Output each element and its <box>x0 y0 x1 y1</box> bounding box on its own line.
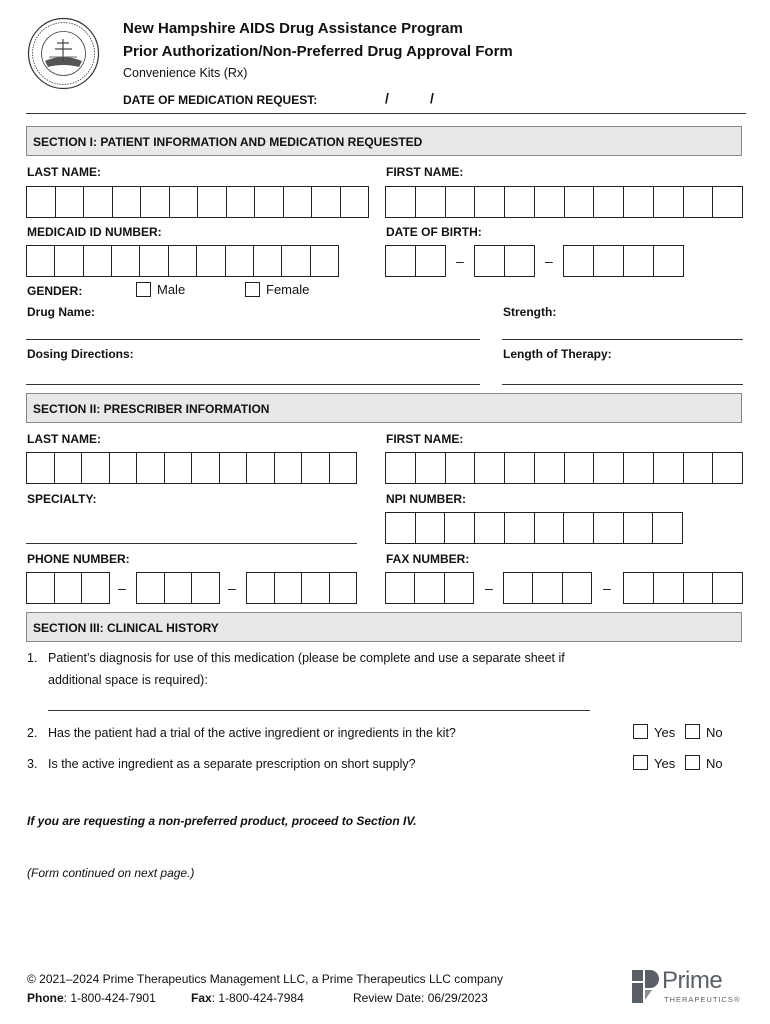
section-2-heading: SECTION II: PRESCRIBER INFORMATION <box>26 393 742 423</box>
prime-logo-sub-text: THERAPEUTICS <box>664 995 734 1004</box>
npi-boxes[interactable] <box>385 512 683 544</box>
question-2-text: Has the patient had a trial of the active ingredient or ingredients in the kit? <box>48 726 456 740</box>
dob-separator: – <box>545 253 553 269</box>
review-date: Review Date: 06/29/2023 <box>353 991 488 1005</box>
prime-logo-sub <box>664 995 740 1004</box>
non-preferred-note: If you are requesting a non-preferred product, proceed to Section IV. <box>27 814 417 828</box>
dosing-directions-line[interactable] <box>26 384 480 385</box>
date-request-label: DATE OF MEDICATION REQUEST: <box>123 93 318 107</box>
phone-area-code-boxes[interactable] <box>26 572 110 604</box>
drug-name-line[interactable] <box>26 339 480 340</box>
patient-first-name-label: FIRST NAME: <box>386 165 464 179</box>
fax-area-code-boxes[interactable] <box>385 572 474 604</box>
dob-year-boxes[interactable] <box>563 245 684 277</box>
fax-separator: – <box>603 580 611 596</box>
diagnosis-line[interactable] <box>48 710 590 711</box>
question-3-no-checkbox[interactable] <box>685 755 700 770</box>
section-1-heading: SECTION I: PATIENT INFORMATION AND MEDICATION REQUESTED <box>26 126 742 156</box>
fax-prefix-boxes[interactable] <box>503 572 592 604</box>
length-of-therapy-line[interactable] <box>502 384 743 385</box>
question-3-yes-checkbox[interactable] <box>633 755 648 770</box>
gender-male-label: Male <box>157 282 186 297</box>
dob-separator: – <box>456 253 464 269</box>
specialty-line[interactable] <box>26 543 357 544</box>
prescriber-first-name-boxes[interactable] <box>385 452 743 484</box>
medicaid-id-boxes[interactable] <box>26 245 339 277</box>
section-3-heading: SECTION III: CLINICAL HISTORY <box>26 612 742 642</box>
gender-label: GENDER: <box>27 284 83 298</box>
question-2-yes-label: Yes <box>654 725 676 740</box>
phone-separator: – <box>228 580 236 596</box>
prescriber-last-name-boxes[interactable] <box>26 452 357 484</box>
question-3-number: 3. <box>27 757 38 771</box>
footer-fax <box>191 991 304 1005</box>
footer-phone <box>27 991 156 1005</box>
fax-number-label: FAX NUMBER: <box>386 552 470 566</box>
date-slash-2: / <box>430 90 434 106</box>
footer-fax-label: Fax <box>191 991 212 1005</box>
question-2-yes-checkbox[interactable] <box>633 724 648 739</box>
fax-line-boxes[interactable] <box>623 572 743 604</box>
footer-phone-label: Phone <box>27 991 64 1005</box>
patient-last-name-label: LAST NAME: <box>27 165 101 179</box>
question-2-no-label: No <box>706 725 723 740</box>
medicaid-id-label: MEDICAID ID NUMBER: <box>27 225 162 239</box>
phone-line-boxes[interactable] <box>246 572 357 604</box>
form-title-line2: Prior Authorization/Non-Preferred Drug Approval Form <box>123 43 513 60</box>
question-1-text-cont: additional space is required): <box>48 673 208 687</box>
gender-male-checkbox[interactable] <box>136 282 151 297</box>
prescriber-first-name-label: FIRST NAME: <box>386 432 464 446</box>
prime-logo-icon <box>632 970 659 1003</box>
header-divider <box>26 113 746 114</box>
question-3-no-label: No <box>706 756 723 771</box>
form-subtitle: Convenience Kits (Rx) <box>123 66 248 80</box>
form-title-line1: New Hampshire AIDS Drug Assistance Program <box>123 20 463 37</box>
dosing-directions-label: Dosing Directions: <box>27 347 134 361</box>
question-1-text: Patient’s diagnosis for use of this medication (please be complete and use a separate sheet if <box>48 651 565 665</box>
prime-logo-word: Prime <box>662 967 723 994</box>
registered-mark: ® <box>733 995 741 1004</box>
dob-day-boxes[interactable] <box>474 245 535 277</box>
fax-separator: – <box>485 580 493 596</box>
length-of-therapy-label: Length of Therapy: <box>503 347 612 361</box>
footer-phone-value: : 1-800-424-7901 <box>63 991 156 1005</box>
gender-female-checkbox[interactable] <box>245 282 260 297</box>
phone-prefix-boxes[interactable] <box>136 572 220 604</box>
phone-number-label: PHONE NUMBER: <box>27 552 130 566</box>
prescriber-last-name-label: LAST NAME: <box>27 432 101 446</box>
strength-line[interactable] <box>502 339 743 340</box>
question-2-number: 2. <box>27 726 38 740</box>
patient-first-name-boxes[interactable] <box>385 186 743 218</box>
gender-female-label: Female <box>266 282 310 297</box>
date-slash-1: / <box>385 90 389 106</box>
question-3-text: Is the active ingredient as a separate prescription on short supply? <box>48 757 416 771</box>
patient-last-name-boxes[interactable] <box>26 186 369 218</box>
npi-label: NPI NUMBER: <box>386 492 466 506</box>
phone-separator: – <box>118 580 126 596</box>
question-1-number: 1. <box>27 651 38 665</box>
footer-fax-value: : 1-800-424-7984 <box>211 991 304 1005</box>
question-3-yes-label: Yes <box>654 756 676 771</box>
drug-name-label: Drug Name: <box>27 305 96 319</box>
continued-note: (Form continued on next page.) <box>27 866 195 880</box>
strength-label: Strength: <box>503 305 557 319</box>
state-seal-icon <box>27 17 100 90</box>
copyright-text: © 2021–2024 Prime Therapeutics Management LLC, a Prime Therapeutics LLC company <box>27 972 503 986</box>
dob-label: DATE OF BIRTH: <box>386 225 482 239</box>
question-2-no-checkbox[interactable] <box>685 724 700 739</box>
dob-month-boxes[interactable] <box>385 245 446 277</box>
specialty-label: SPECIALTY: <box>27 492 97 506</box>
